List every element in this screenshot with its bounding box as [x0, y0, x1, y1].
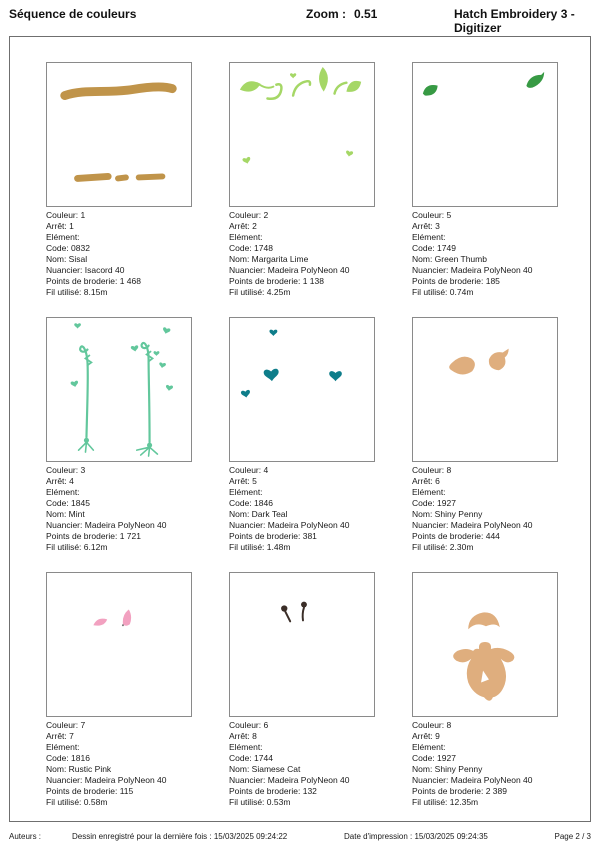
info-line: Nuancier: Madeira PolyNeon 40	[229, 775, 350, 785]
info-line: Couleur: 6	[229, 720, 269, 730]
stitch-thumbnail-9	[412, 572, 558, 717]
color-step-cell-2	[229, 62, 412, 317]
info-line: Nom: Green Thumb	[412, 254, 487, 264]
info-line: Arrêt: 2	[229, 221, 257, 231]
stitch-art-shiny-penny-wings	[413, 318, 557, 461]
info-line: Nom: Siamese Cat	[229, 764, 301, 774]
color-step-info-2	[229, 210, 412, 298]
info-line: Couleur: 8	[412, 465, 452, 475]
info-line: Code: 1927	[412, 753, 456, 763]
color-step-cell-1	[46, 62, 229, 317]
info-line: Arrêt: 3	[412, 221, 440, 231]
color-step-cell-5	[229, 317, 412, 572]
info-line: Fil utilisé: 0.58m	[46, 797, 108, 807]
stitch-thumbnail-5	[229, 317, 375, 462]
info-line: Elément:	[229, 742, 263, 752]
info-line: Elément:	[412, 487, 446, 497]
stitch-thumbnail-2	[229, 62, 375, 207]
stitch-art-siamese-cat	[230, 573, 374, 716]
info-line: Couleur: 4	[229, 465, 269, 475]
info-line: Nuancier: Isacord 40	[46, 265, 125, 275]
info-line: Couleur: 7	[46, 720, 86, 730]
info-line: Nuancier: Madeira PolyNeon 40	[46, 775, 167, 785]
info-line: Nom: Sisal	[46, 254, 88, 264]
color-sequence-sheet	[9, 36, 591, 822]
info-line: Points de broderie: 132	[229, 786, 317, 796]
info-line: Elément:	[229, 232, 263, 242]
color-step-cell-9	[412, 572, 595, 827]
stitch-art-sisal	[47, 63, 191, 206]
info-line: Fil utilisé: 6.12m	[46, 542, 108, 552]
info-line: Points de broderie: 1 468	[46, 276, 141, 286]
stitch-art-shiny-penny-body	[413, 573, 557, 716]
info-line: Arrêt: 9	[412, 731, 440, 741]
info-line: Arrêt: 6	[412, 476, 440, 486]
info-line: Code: 1927	[412, 498, 456, 508]
stitch-art-rustic-pink	[47, 573, 191, 716]
info-line: Elément:	[412, 742, 446, 752]
info-line: Nuancier: Madeira PolyNeon 40	[46, 520, 167, 530]
stitch-art-margarita-lime	[230, 63, 374, 206]
info-line: Nom: Mint	[46, 509, 85, 519]
stitch-art-dark-teal	[230, 318, 374, 461]
info-line: Arrêt: 4	[46, 476, 74, 486]
report-header	[0, 0, 600, 36]
info-line: Couleur: 5	[412, 210, 452, 220]
stitch-art-green-thumb	[413, 63, 557, 206]
color-step-cell-6	[412, 317, 595, 572]
zoom-label: Zoom :	[306, 7, 346, 21]
color-step-cell-7	[46, 572, 229, 827]
info-line: Nuancier: Madeira PolyNeon 40	[412, 265, 533, 275]
info-line: Elément:	[46, 487, 80, 497]
info-line: Fil utilisé: 2.30m	[412, 542, 474, 552]
info-line: Couleur: 8	[412, 720, 452, 730]
color-step-info-9	[412, 720, 595, 808]
color-sequence-grid	[46, 62, 590, 827]
info-line: Arrêt: 1	[46, 221, 74, 231]
page-title: Séquence de couleurs	[9, 7, 137, 21]
info-line: Fil utilisé: 4.25m	[229, 287, 291, 297]
color-step-info-3	[412, 210, 595, 298]
info-line: Fil utilisé: 8.15m	[46, 287, 108, 297]
info-line: Nom: Shiny Penny	[412, 509, 483, 519]
info-line: Nom: Rustic Pink	[46, 764, 112, 774]
color-step-cell-8	[229, 572, 412, 827]
info-line: Arrêt: 5	[229, 476, 257, 486]
info-line: Fil utilisé: 0.53m	[229, 797, 291, 807]
zoom-indicator	[306, 7, 377, 21]
color-step-cell-3	[412, 62, 595, 317]
report-footer	[0, 824, 600, 848]
color-step-info-6	[412, 465, 595, 553]
info-line: Nuancier: Madeira PolyNeon 40	[229, 520, 350, 530]
authors-label: Auteurs :	[9, 832, 42, 841]
stitch-point	[122, 624, 124, 626]
color-step-cell-4	[46, 317, 229, 572]
color-step-info-7	[46, 720, 229, 808]
info-line: Code: 1749	[412, 243, 456, 253]
info-line: Arrêt: 8	[229, 731, 257, 741]
color-step-info-4	[46, 465, 229, 553]
stitch-thumbnail-3	[412, 62, 558, 207]
info-line: Nom: Margarita Lime	[229, 254, 309, 264]
info-line: Elément:	[229, 487, 263, 497]
stitch-thumbnail-8	[229, 572, 375, 717]
info-line: Couleur: 1	[46, 210, 86, 220]
info-line: Code: 1744	[229, 753, 273, 763]
info-line: Arrêt: 7	[46, 731, 74, 741]
info-line: Elément:	[46, 232, 80, 242]
info-line: Couleur: 2	[229, 210, 269, 220]
info-line: Fil utilisé: 0.74m	[412, 287, 474, 297]
info-line: Nuancier: Madeira PolyNeon 40	[229, 265, 350, 275]
print-date-label: Date d'impression : 15/03/2025 09:24:35	[344, 832, 488, 841]
info-line: Points de broderie: 2 389	[412, 786, 507, 796]
stitch-thumbnail-7	[46, 572, 192, 717]
info-line: Fil utilisé: 12.35m	[412, 797, 479, 807]
info-line: Points de broderie: 185	[412, 276, 500, 286]
info-line: Elément:	[412, 232, 446, 242]
info-line: Elément:	[46, 742, 80, 752]
stitch-thumbnail-4	[46, 317, 192, 462]
info-line: Code: 1816	[46, 753, 90, 763]
app-title: Hatch Embroidery 3 - Digitizer	[454, 7, 575, 35]
info-line: Nuancier: Madeira PolyNeon 40	[412, 520, 533, 530]
page-number: Page 2 / 3	[554, 832, 591, 841]
color-step-info-5	[229, 465, 412, 553]
info-line: Nuancier: Madeira PolyNeon 40	[412, 775, 533, 785]
zoom-value: 0.51	[354, 7, 378, 21]
info-line: Points de broderie: 444	[412, 531, 500, 541]
info-line: Code: 0832	[46, 243, 90, 253]
info-line: Couleur: 3	[46, 465, 86, 475]
stitch-thumbnail-1	[46, 62, 192, 207]
info-line: Code: 1748	[229, 243, 273, 253]
color-step-info-8	[229, 720, 412, 808]
info-line: Points de broderie: 1 138	[229, 276, 324, 286]
info-line: Fil utilisé: 1.48m	[229, 542, 291, 552]
color-step-info-1	[46, 210, 229, 298]
info-line: Code: 1845	[46, 498, 90, 508]
info-line: Nom: Dark Teal	[229, 509, 288, 519]
info-line: Code: 1846	[229, 498, 273, 508]
stitch-art-mint	[47, 318, 191, 461]
info-line: Points de broderie: 1 721	[46, 531, 141, 541]
last-saved-label: Dessin enregistré pour la dernière fois : 15/03/2025 09:24:22	[72, 832, 288, 841]
info-line: Points de broderie: 115	[46, 786, 134, 796]
info-line: Points de broderie: 381	[229, 531, 317, 541]
info-line: Nom: Shiny Penny	[412, 764, 483, 774]
stitch-thumbnail-6	[412, 317, 558, 462]
